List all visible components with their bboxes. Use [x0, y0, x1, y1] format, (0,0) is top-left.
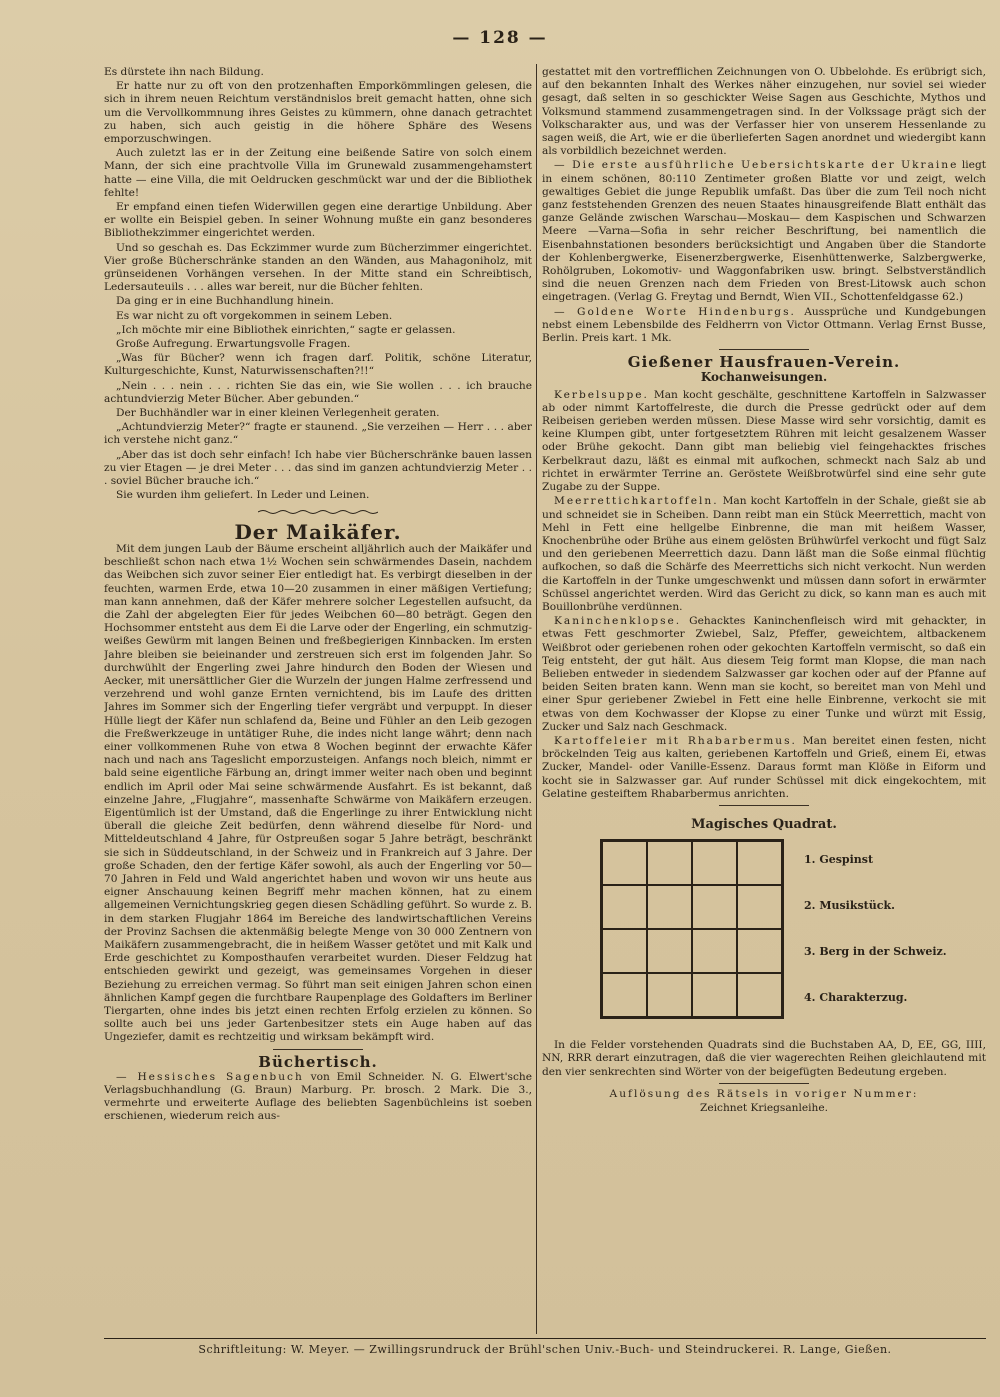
- grid-cell: [602, 885, 647, 929]
- recipe-kerbelsuppe: [542, 389, 986, 495]
- story-paragraph: „Nein . . . nein . . . richten Sie das ein, wie Sie wollen . . . ich brauche achtundvierzig Meter Bücher. Aber gebunden.“: [104, 379, 532, 405]
- story-paragraph: „Achtundvierzig Meter?“ fragte er staunend. „Sie verzeihen — Herr . . . aber ich verstehe nicht ganz.“: [104, 421, 532, 447]
- story-paragraph: Er empfand einen tiefen Widerwillen gegen eine derartige Unbildung. Aber er wollte ein Beispiel geben. In seiner Wohnung mußte ein ganz besonderes Bibliothekzimmer eingerichtet werden.: [104, 201, 532, 240]
- clue-1: 1. Gespinst: [804, 853, 874, 867]
- book-title: — Hessisches Sagenbuch: [116, 1070, 304, 1083]
- story-paragraph: Er hatte nur zu oft von den protzenhaften Emporkömmlingen gelesen, die sich in ihrem neuen Reichtum verständnislos breit gemacht hatten, ohne sich um die Vervollkommnung ihres Geistes zu kümmern, ohne danach getrachtet zu haben, sich auch geistig in die höhere Sphäre des Wesens emporzuschwingen.: [104, 80, 532, 146]
- book-title: — Goldene Worte Hindenburgs.: [554, 305, 796, 318]
- story-paragraph: „Aber das ist doch sehr einfach! Ich habe vier Bücherschränke bauen lassen zu vier Etagen — je drei Meter . . . das sind im ganzen achtundvierzig Meter . . . soviel Bücher brauche ich.“: [104, 448, 532, 488]
- story-paragraph: Sie wurden ihm geliefert. In Leder und Leinen.: [116, 489, 370, 502]
- grid-cell: [647, 929, 692, 973]
- story-paragraph: Es dürstete ihn nach Bildung.: [104, 66, 264, 78]
- recipe-text: Man bereitet einen festen, nicht bröckelnden Teig aus kalten, geriebenen Kartoffeln und Grieß, einem Ei, etwas Zucker, Mandel- oder Vanille-Essenz. Daraus formt man Klöße in Eiform und kocht sie in Salzwasser gar. Auf runder Schüssel mit dick eingekochtem, mit Gelatine gesteiftem Rhabarbermus anrichten.: [542, 734, 986, 800]
- grid-cell: [692, 841, 737, 885]
- grid-cell: [602, 841, 647, 885]
- grid-cell: [602, 929, 647, 973]
- story-paragraph: Es war nicht zu oft vorgekommen in seinem Leben.: [116, 309, 393, 322]
- grid-cell: [692, 929, 737, 973]
- wavy-rule-icon: [258, 509, 378, 515]
- book-review-ukraine-map: [542, 159, 986, 304]
- magic-square-grid: [600, 839, 784, 1019]
- clue-4: 4. Charakterzug.: [804, 991, 908, 1005]
- story-paragraph: Da ging er in eine Buchhandlung hinein.: [116, 295, 334, 308]
- maikaefer-heading: Der Maikäfer.: [234, 519, 402, 544]
- section-divider: [719, 805, 809, 806]
- grid-cell: [692, 973, 737, 1017]
- recipe-text: Gehacktes Kaninchenfleisch wird mit gehackter, in etwas Fett geschmorter Zwiebel, Salz, Pfeffer, geweichtem, altbackenem Weißbrot oder geriebenen rohen oder gekochten Kartoffeln vermischt, so daß ein Teig entsteht, der gut hält. Aus diesem Teig formt man Klopse, die man nach Belieben entweder in siedendem Salzwasser gar kochen oder auf der Pfanne auf beiden Seiten braten kann. Wenn man sie kocht, so bereitet man von Mehl und einer Spur geriebener Zwiebel in Fett eine helle Einbrenne, verkocht sie mit etwas von dem Kochwasser der Klopse zu einer Tunke und würzt mit Essig, Zucker und Salz nach Geschmack.: [542, 615, 986, 733]
- grid-cell: [647, 885, 692, 929]
- grid-cell: [647, 973, 692, 1017]
- section-divider: [719, 349, 809, 350]
- left-column: [104, 66, 532, 1334]
- grid-cell: [737, 841, 782, 885]
- grid-cell: [647, 841, 692, 885]
- book-review-sagenbuch: [104, 1071, 532, 1124]
- recipe-title: Kartoffeleier mit Rhabarbermus.: [554, 734, 797, 747]
- recipe-kaninchenklopse: [542, 615, 986, 734]
- page-number: — 128 —: [452, 28, 548, 48]
- section-divider: [273, 1049, 363, 1050]
- story-paragraph: Und so geschah es. Das Eckzimmer wurde zum Bücherzimmer eingerichtet. Vier große Bücherschränke standen an den Wänden, aus Mahagoniholz, mit grünseidenen Vorhängen versehen. In der Mitte stand ein Schreibtisch, Ledersauteuils . . . alles war bereit, nur die Bücher fehlten.: [104, 241, 532, 294]
- recipe-title: Kerbelsuppe.: [554, 388, 649, 401]
- grid-cell: [737, 973, 782, 1017]
- book-title: — Die erste ausführliche Uebersichtskarte der Ukraine: [554, 159, 959, 172]
- grid-cell: [737, 885, 782, 929]
- grid-cell: [692, 885, 737, 929]
- story-paragraph: „Was für Bücher? wenn ich fragen darf. Politik, schöne Literatur, Kulturgeschichte, Kunst, Naturwissenschaften?!!“: [104, 352, 532, 378]
- magic-square-instructions: In die Felder vorstehenden Quadrats sind die Buchstaben AA, D, EE, GG, IIII, NN, RRR derart einzutragen, daß die vier wagerechten Reihen gleichlautend mit den vier senkrechten sind Wörter von der beigefügten Bedeutung ergeben.: [542, 1039, 986, 1078]
- magic-square-puzzle: [542, 839, 986, 1039]
- book-review-text: Aussprüche und Kundgebungen nebst einem Lebensbilde des Feldherrn von Victor Ottmann. Verlag Ernst Busse, Berlin. Preis kart. 1 Mk.: [542, 305, 986, 345]
- grid-cell: [737, 929, 782, 973]
- story-paragraph: Auch zuletzt las er in der Zeitung eine beißende Satire von solch einem Mann, der sich eine prachtvolle Villa im Grunewald zusammengehamstert hatte — eine Villa, die mit Oeldrucken geschmückt war und der die Bibliothek fehlte!: [104, 147, 532, 199]
- book-review-continued: gestattet mit den vortrefflichen Zeichnungen von O. Ubbelohde. Es erübrigt sich, auf den bekannten Inhalt des Werkes näher einzugehen, nur soviel sei wieder gesagt, daß selten in so geschickter Weise Sagen aus Geschichte, Mythos und Volksmund stammend zusammengetragen sind. In der Volkssage prägt sich der Volkscharakter aus, und was der Verfasser hier von unserem Hessenlande zu sagen weiß, die Art, wie er die überlieferten Sagen anordnet und wiedergibt kann als vorbildlich bezeichnet werden.: [542, 66, 986, 158]
- recipe-meerrettichkartoffeln: [542, 495, 986, 614]
- story-paragraph: „Ich möchte mir eine Bibliothek einrichten,“ sagte er gelassen.: [116, 323, 456, 336]
- grid-cell: [602, 973, 647, 1017]
- recipe-text: Man kocht geschälte, geschnittene Kartoffeln in Salzwasser ab oder nimmt Kartoffelreste, die durch die Presse gedrückt oder auf dem Reibeisen gerieben werden müssen. Diese Masse wird sehr vorsichtig, damit es keine Klumpen gibt, unter fortgesetztem Rühren mit leicht gesalzenem Wasser oder Brühe gekocht. Dann gibt man beliebig viel feingehacktes frisches Kerbelkraut dazu, läßt es einmal mit aufkochen, schmeckt nach Salz ab und richtet in erwärmter Terrine an. Geröstete Weißbrotwürfel sind eine sehr gute Zugabe zu der Suppe.: [542, 388, 986, 494]
- puzzle-solution: Zeichnet Kriegsanleihe.: [700, 1101, 828, 1114]
- imprint-footer: Schriftleitung: W. Meyer. — Zwillingsrundruck der Brühl'schen Univ.-Buch- und Steindruckerei. R. Lange, Gießen.: [104, 1338, 986, 1356]
- book-review-text: von Emil Schneider. N. G. Elwert'sche Verlagsbuchhandlung (G. Braun) Marburg. Pr. brosch. 2 Mark. Die 3., vermehrte und erweiterte Auflage des beliebten Sagenbüchleins ist soeben erschienen, wiederum reich aus-: [104, 1070, 532, 1123]
- kochanweisungen-subtitle: Kochanweisungen.: [700, 370, 828, 385]
- story-paragraph: Große Aufregung. Erwartungsvolle Fragen.: [116, 338, 351, 351]
- buechertisch-heading: Büchertisch.: [258, 1052, 378, 1071]
- column-divider: [536, 64, 537, 1334]
- clue-3: 3. Berg in der Schweiz.: [804, 945, 947, 959]
- recipe-kartoffeleier: [542, 735, 986, 801]
- clue-2: 2. Musikstück.: [804, 899, 895, 913]
- maikaefer-article: Mit dem jungen Laub der Bäume erscheint alljährlich auch der Maikäfer und beschließt schon nach etwa 1½ Wochen sein schwärmendes Dasein, nachdem das Weibchen sich zuvor seiner Eier entledigt hat. Es verbirgt dieselben in der feuchten, warmen Erde, etwa 10—20 zusammen in einer mäßigen Vertiefung; man kann annehmen, daß der Käfer mehrere solcher Legestellen aufsucht, da die Zahl der abgelegten Eier für jedes Weibchen 60—80 beträgt. Gegen den Hochsommer entsteht aus dem Ei die Larve oder der Engerling, ein schmutzig-weißes Gewürm mit langen Beinen und freßbegierigen Kinnbacken. Im ersten Jahre bleiben sie beieinander und zerstreuen sich erst im folgenden Jahr. So durchwühlt der Engerling zwei Jahre hindurch den Boden der Wiesen und Aecker, mit unersättlicher Gier die Wurzeln der jungen Halme zerfressend und verzehrend und wohl ganze Ernten vernichtend, bis im Laufe des dritten Jahres im Sommer sich der Engerling tiefer vergräbt und verpuppt. In dieser Hülle liegt der Käfer nun schlafend da, Beine und Fühler an den Leib gezogen die Freßwerkzeuge in untätiger Ruhe, die indes nicht lange währt; denn nach einer vollkommenen Ruhe von etwa 8 Wochen beginnt der erwachte Käfer nach und nach ans Tageslicht emporzusteigen. Anfangs noch bleich, nimmt er bald seine eigentliche Färbung an, dringt immer weiter nach oben und beginnt endlich im April oder Mai seine schwärmende Ausfahrt. Es ist bekannt, daß einzelne Jahre, „Flugjahre“, massenhafte Schwärme von Maikäfern erzeugen. Eigentümlich ist der Umstand, daß die Engerlinge zu ihrer Entwicklung nicht überall die gleiche Zeit bedürfen, denn während dieselbe für Nord- und Mitteldeutschland 4 Jahre, für Ostpreußen sogar 5 Jahre beträgt, beschränkt sie sich in Süddeutschland, in der Schweiz und in Frankreich auf 3 Jahre. Der große Schaden, den der fertige Käfer sowohl, als auch der Engerling vor 50—70 Jahren in Feld und Wald angerichtet haben und wovon wir uns heute aus eigner Anschauung keinen Begriff mehr machen können, hat zu einem allgemeinen Vernichtungskrieg gegen diesen Schädling geführt. So wurde z. B. in dem starken Flugjahr 1864 im Bereiche des landwirtschaftlichen Vereins der Provinz Sachsen die aktenmäßig belegte Menge von 30 000 Zentnern von Maikäfern zusammengebracht, die in heißem Wasser getötet und mit Kalk und Erde geschichtet zu Komposthaufen verarbeitet wurden. Dieser Feldzug hat entschieden gewirkt und gezeigt, was gemeinsames Vorgehen in dieser Beziehung zu erreichen vermag. So führt man seit einigen Jahren schon einen ähnlichen Kampf gegen die furchtbare Raupenplage des Goldafters im Berliner Tiergarten, ohne indes bis jetzt einen rechten Erfolg erzielen zu können. So sollte auch bei uns jeder Gartenbesitzer stets ein Auge haben auf das Ungeziefer, damit es rechtzeitig und wirksam bekämpft wird.: [104, 542, 532, 1044]
- book-review-text: liegt in einem schönen, 80:110 Zentimeter großen Blatte vor und zeigt, welch gewaltiges Gebiet die junge Republik umfaßt. Das über die zum Teil noch nicht ganz feststehenden Grenzen des neuen Staates hinausgreifende Blatt enthält das ganze Gelände zwischen Warschau—Moskau— dem Kaspischen und Schwarzen Meere —Varna—Sofia in sehr reicher Beschriftung, bei namentlich die Eisenbahnstationen besonders berücksichtigt und Angaben über die Standorte der Kohlenbergwerke, Eisenerzbergwerke, Eisenhüttenwerke, Salzbergwerke, Rohölgruben, Lokomotiv- und Waggonfabriken usw. bringt. Selbstverständlich sind die neuen Grenzen nach dem Frieden von Brest-Litowsk auch schon eingetragen. (Verlag G. Freytag und Berndt, Wien VII., Schottenfeldgasse 62.): [542, 159, 986, 304]
- recipe-text: Man kocht Kartoffeln in der Schale, gießt sie ab und schneidet sie in Scheiben. Dann reibt man ein Stück Meerrettich, macht von Mehl in Fett eine hellgelbe Einbrenne, die man mit heißem Wasser, Knochenbrühe oder Brühe aus einem gelösten Brühwürfel verkocht und fügt Salz und den geriebenen Meerrettich dazu. Dann läßt man die Soße einmal flüchtig aufkochen, so daß die Schärfe des Meerrettichs sich nicht verkocht. Nun werden die Kartoffeln in der Tunke umgeschwenkt und müssen dann sofort in erwärmter Schüssel angerichtet werden. Wird das Gericht zu dick, so kann man es auch mit Bouillonbrühe verdünnen.: [542, 495, 986, 613]
- recipe-title: Meerrettichkartoffeln.: [554, 495, 719, 508]
- right-column: [542, 66, 986, 1334]
- magic-square-heading: Magisches Quadrat.: [691, 816, 837, 832]
- recipe-title: Kaninchenklopse.: [554, 615, 682, 628]
- section-ornament: [104, 507, 532, 520]
- hausfrauen-verein-heading: Gießener Hausfrauen-Verein.: [627, 353, 901, 372]
- section-divider: [719, 1083, 809, 1084]
- story-paragraph: Der Buchhändler war in einer kleinen Verlegenheit geraten.: [116, 407, 440, 420]
- book-review-hindenburg: [542, 306, 986, 346]
- puzzle-solution-heading: Auflösung des Rätsels in voriger Nummer:: [609, 1087, 919, 1100]
